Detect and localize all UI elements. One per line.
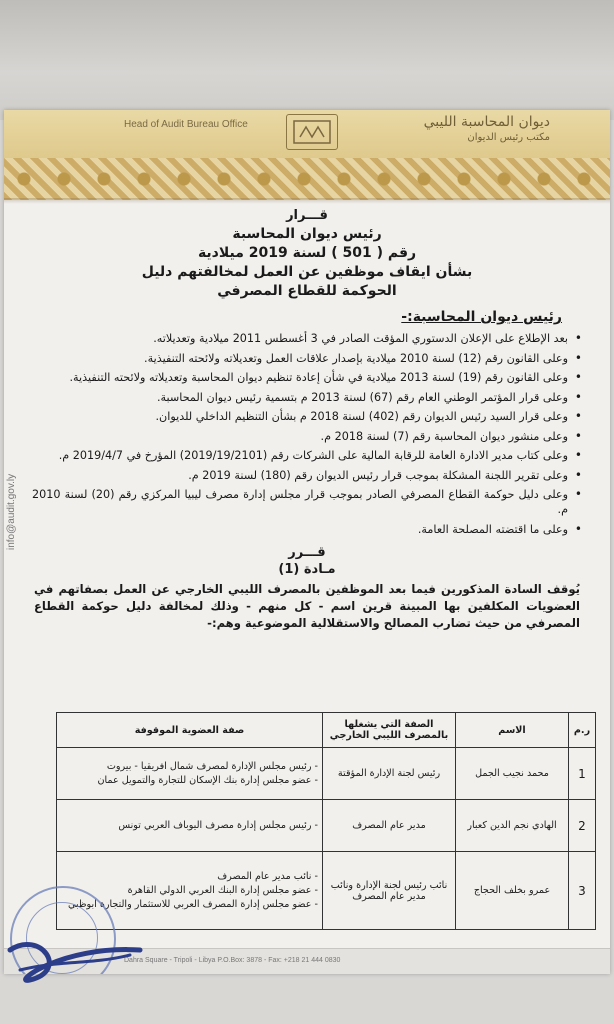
preamble-item: • وعلى قرار السيد رئيس الديوان رقم (402) لسنة 2018 م بشأن التنظيم الداخلي للديوان. <box>32 409 582 424</box>
preamble-item: • وعلى كتاب مدير الادارة العامة للرقابة المالية على الشركات رقم (2019/19/2101) المؤرخ في 2019/4/7 م. <box>32 448 582 463</box>
decree-title <box>4 206 610 301</box>
preamble-item: • وعلى القانون رقم (19) لسنة 2013 ميلادية في شأن إعادة تنظيم ديوان المحاسبة وتعديلاته ولائحته التنفيذية. <box>32 370 582 385</box>
header-num: ر.م <box>569 713 596 748</box>
ornamental-band <box>4 158 610 200</box>
preamble-item: • وعلى تقرير اللجنة المشكلة بموجب قرار رئيس الديوان رقم (180) لسنة 2019 م. <box>32 468 582 483</box>
row-name: الهادي نجم الدين كعبار <box>456 800 569 852</box>
title-number: رقم ( 501 ) لسنة 2019 ميلادية <box>197 245 417 261</box>
footer-address: Dahra Square - Tripoli - Libya P.O.Box: 3878 - Fax: +218 21 444 0830 <box>124 957 341 964</box>
preamble-item: • بعد الإطلاع على الإعلان الدستوري المؤقت الصادر في 3 أغسطس 2011 ميلادية وتعديلاته. <box>32 331 582 346</box>
row-name: محمد نجيب الجمل <box>456 748 569 800</box>
preamble-item: • وعلى القانون رقم (12) لسنة 2010 ميلادية بإصدار علاقات العمل وتعديلاته ولائحته التنفيذية. <box>32 351 582 366</box>
audit-bureau-logo-icon <box>286 114 338 150</box>
title-decision: قـــرار <box>286 208 328 223</box>
title-subject-1: بشأن ايقاف موظفين عن العمل لمخالفتهم دليل <box>141 264 473 280</box>
table-row <box>57 852 596 930</box>
article-heading: مـادة (1) <box>278 561 336 577</box>
membership-item: - عضو مجلس إدارة بنك الإسكان للتجارة والتمويل عمان <box>97 774 318 786</box>
letterhead-arabic-title: ديوان المحاسبة الليبي <box>423 114 550 130</box>
title-issuer: رئيس ديوان المحاسبة <box>232 226 382 242</box>
row-memberships <box>57 748 323 800</box>
side-email: info@audit.gov.ly <box>6 473 17 550</box>
letterhead-arabic <box>424 114 550 146</box>
document-page <box>4 110 610 974</box>
suspended-members-table <box>56 712 596 930</box>
preamble-list <box>4 331 610 537</box>
decree-content <box>4 206 610 632</box>
row-num: 2 <box>569 800 596 852</box>
preamble-item: • وعلى قرار المؤتمر الوطني العام رقم (67) لسنة 2013 م بتسمية رئيس ديوان المحاسبة. <box>32 390 582 405</box>
title-subject-2: الحوكمة للقطاع المصرفي <box>217 283 397 299</box>
membership-item: - عضو مجلس إدارة المصرف العربي للاستثمار والتجارة ابوظبي <box>67 898 318 910</box>
preamble-item: • وعلى منشور ديوان المحاسبة رقم (7) لسنة 2018 م. <box>32 429 582 444</box>
membership-item: - نائب مدير عام المصرف <box>217 870 318 882</box>
letterhead-english-title: Head of Audit Bureau Office <box>124 119 248 130</box>
table-row <box>57 748 596 800</box>
row-position: رئيس لجنة الإدارة المؤقتة <box>323 748 456 800</box>
membership-item: - عضو مجلس إدارة البنك العربي الدولي القاهرة <box>127 884 318 896</box>
preamble-item: • وعلى ما اقتضته المصلحة العامة. <box>32 522 582 537</box>
row-position: مدير عام المصرف <box>323 800 456 852</box>
preamble-heading: رئيس ديوان المحاسبة:- <box>401 309 562 325</box>
membership-item: - رئيس مجلس الإدارة لمصرف شمال افريقيا - بيروت <box>106 760 318 772</box>
signature-icon <box>0 930 614 1024</box>
article-body: يُوقف السادة المذكورين فيما بعد الموظفين بالمصرف الليبي الخارجي عن العمل بصفاتهم في العضويات المكلفين بها المبينة قرين اسم - كل منهم - وذلك لمخالفة دليل حوكمة القطاع المصرفي من حيث تضارب المصالح والاستقلالية الموضوعية وهم:- <box>34 581 580 630</box>
letterhead <box>4 110 610 158</box>
row-name: عمرو بخلف الحجاج <box>456 852 569 930</box>
row-num: 1 <box>569 748 596 800</box>
letterhead-arabic-subtitle: مكتب رئيس الديوان <box>467 132 550 143</box>
band-shadow <box>4 198 610 204</box>
row-num: 3 <box>569 852 596 930</box>
row-memberships <box>57 800 323 852</box>
background-top <box>0 0 614 120</box>
decision-heading: قـــرر <box>288 544 326 560</box>
membership-item: - رئيس مجلس إدارة مصرف اليوباف العربي تونس <box>118 819 318 831</box>
header-position: الصفة التي يشغلها بالمصرف الليبي الخارجي <box>323 713 456 748</box>
preamble-item: • وعلى دليل حوكمة القطاع المصرفي الصادر بموجب قرار مجلس إدارة مصرف ليبيا المركزي رقم (20) لسنة 2010 م. <box>32 487 582 517</box>
table-header-row <box>57 713 596 748</box>
table-row <box>57 800 596 852</box>
header-name: الاسم <box>456 713 569 748</box>
row-position: نائب رئيس لجنة الإدارة ونائب مدير عام المصرف <box>323 852 456 930</box>
header-memberships: صفة العضوية الموقوفة <box>57 713 323 748</box>
